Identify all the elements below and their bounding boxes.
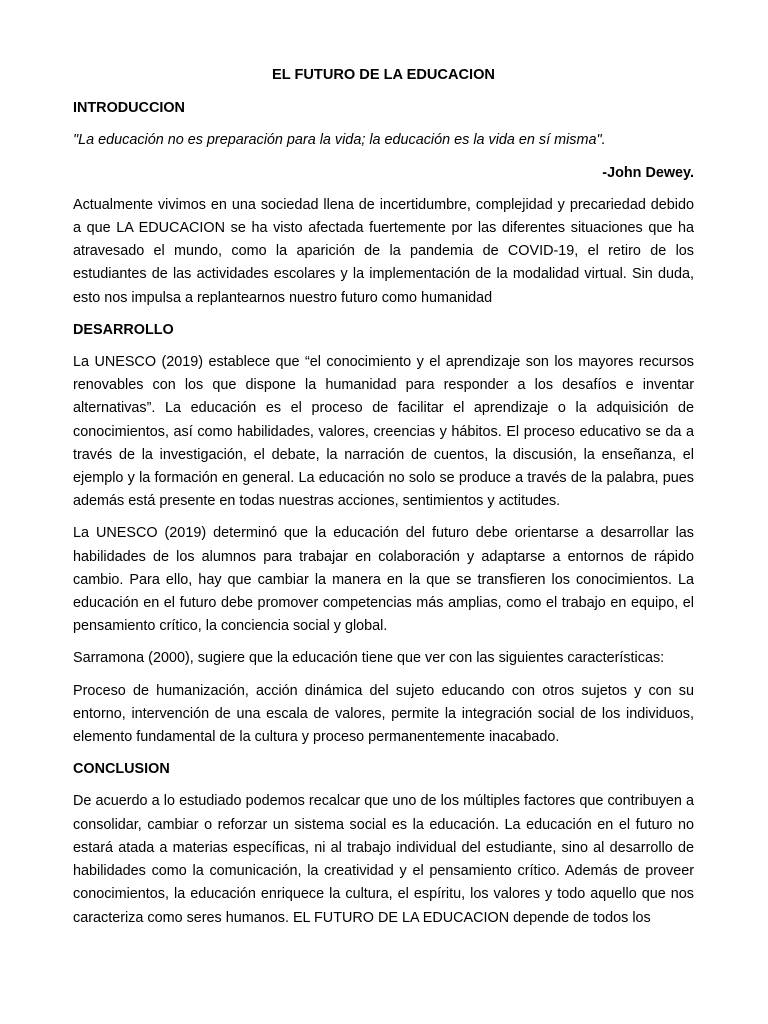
document-page [73, 64, 694, 926]
conclusion-heading: CONCLUSION [73, 761, 170, 778]
development-paragraph-2: La UNESCO (2019) determinó que la educación del futuro debe orientarse a desarrollar las habilidades de los alumnos para trabajar en colaboración y adaptarse a entornos de rápido cambio. Para ello, hay que cambiar la manera en la que se transfieren los conocimientos. La educación en el futuro debe promover competencias más amplias, como el trabajo en equipo, el pensamiento crítico, la conciencia social y global. [73, 525, 694, 635]
quote-author: -John Dewey. [602, 164, 694, 181]
document-title: EL FUTURO DE LA EDUCACION [272, 67, 495, 83]
development-heading: DESARROLLO [73, 321, 174, 338]
conclusion-paragraph: De acuerdo a lo estudiado podemos recalcar que uno de los múltiples factores que contribuyen a consolidar, cambiar o reforzar un sistema social es la educación. La educación en el futuro no estará atada a materias específicas, ni al trabajo individual del estudiante, sino al desarrollo de habilidades como la comunicación, la creatividad y el pensamiento crítico. Además de proveer conocimientos, la educación enriquece la cultura, el espíritu, los valores y todo aquello que nos caracteriza como seres humanos. EL FUTURO DE LA EDUCACION depende de todos los [73, 793, 694, 926]
intro-quote: "La educación no es preparación para la vida; la educación es la vida en sí misma". [73, 132, 606, 149]
development-paragraph-4: Proceso de humanización, acción dinámica del sujeto educando con otros sujetos y con su entorno, intervención de una escala de valores, permite la integración social de los individuos, elemento fundamental de la cultura y proceso permanentemente inacabado. [73, 682, 694, 746]
intro-heading: INTRODUCCION [73, 100, 185, 117]
development-paragraph-3: Sarramona (2000), sugiere que la educación tiene que ver con las siguientes características: [73, 650, 665, 667]
intro-paragraph: Actualmente vivimos en una sociedad llena de incertidumbre, complejidad y precariedad debido a que LA EDUCACION se ha visto afectada fuertemente por las diferentes situaciones que ha atravesado el mundo, como la aparición de la pandemia de COVID-19, el retiro de los estudiantes de las actividades escolares y la implementación de la modalidad virtual. Sin duda, esto nos impulsa a replantearnos nuestro futuro como humanidad [73, 196, 694, 306]
development-paragraph-1: La UNESCO (2019) establece que “el conocimiento y el aprendizaje son los mayores recursos renovables con los que dispone la humanidad para responder a los desafíos e inventar alternativas”. La educación es el proceso de facilitar el aprendizaje o la adquisición de conocimientos, así como habilidades, valores, creencias y hábitos. El proceso educativo se da a través de la investigación, el debate, la narración de cuentos, la discusión, la enseñanza, el ejemplo y la formación en general. La educación no solo se produce a través de la palabra, pues además está presente en todas nuestras acciones, sentimientos y actitudes. [73, 354, 694, 510]
